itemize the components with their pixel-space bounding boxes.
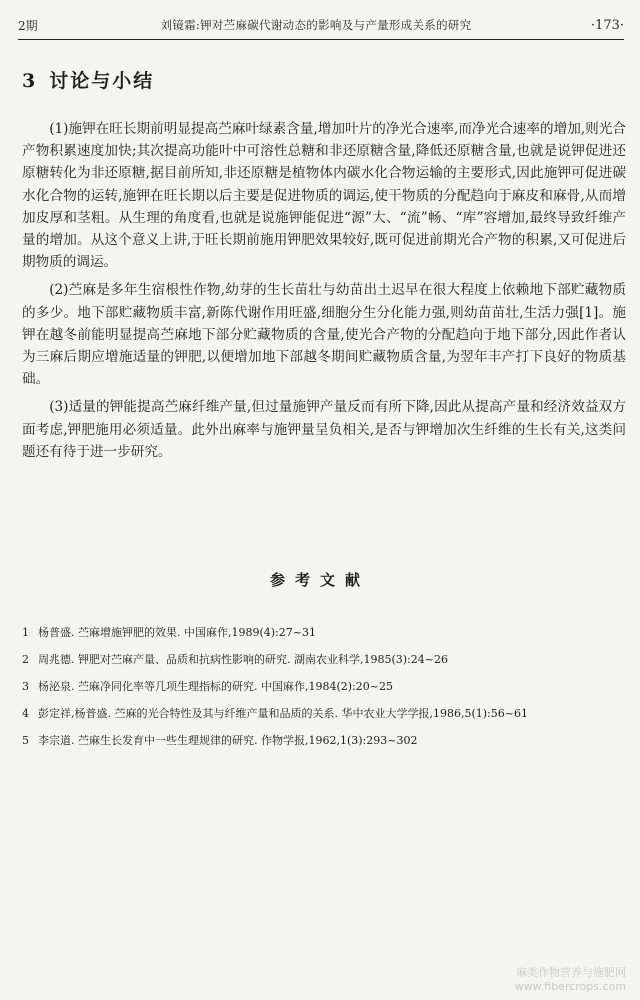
section-heading [22, 66, 154, 93]
reference-item [22, 650, 626, 669]
running-header [18, 14, 624, 36]
site-watermark [515, 966, 626, 994]
reference-number: 4 [22, 707, 29, 720]
paragraph-1: (1)施钾在旺长期前明显提高苎麻叶绿素含量,增加叶片的净光合速率,而净光合速率的增加,则光合产物积累速度加快;其次提高功能叶中可溶性总糖和非还原糖含量,降低还原糖含量,也就是说钾促进还原糖转化为非还原糖,据目前所知,非还原糖是植物体内碳水化合物运输的主要形式,因此施钾可促进碳水化合物的运转,施钾在旺长期以后主要是促进物质的调运,使干物质的分配趋向于麻皮和麻骨,从而增加皮厚和茎粗。从生理的角度看,也就是说施钾能促进“源”大、“流”畅、“库”容增加,最终导致纤维产量的增加。从这个意义上讲,于旺长期前施用钾肥效果较好,既可促进前期光合产物的积累,又可促进后期物质的调运。 [22, 121, 626, 271]
reference-text: 彭定祥,杨普盛. 苎麻的光合特性及其与纤维产量和品质的关系. 华中农业大学学报,1986,5(1):56~61 [38, 707, 528, 720]
reference-text: 杨普盛. 苎麻增施钾肥的效果. 中国麻作,1989(4):27~31 [38, 626, 316, 639]
header-rule [18, 39, 624, 40]
reference-list [22, 623, 626, 758]
page-number: ·173· [590, 17, 624, 33]
reference-item [22, 731, 626, 750]
watermark-line-2: www.fibercrops.com [514, 980, 626, 993]
section-title: 讨论与小结 [49, 70, 155, 92]
reference-number: 5 [22, 734, 29, 747]
section-number: 3 [22, 70, 38, 92]
reference-text: 李宗道. 苎麻生长发育中一些生理规律的研究. 作物学报,1962,1(3):293~302 [38, 734, 418, 747]
reference-number: 2 [22, 653, 29, 666]
running-title: 刘镜霜:钾对苎麻碳代谢动态的影响及与产量形成关系的研究 [160, 18, 472, 32]
watermark-line-1: 麻类作物营养与施肥网 [516, 966, 626, 979]
reference-text: 周兆德. 钾肥对苎麻产量、品质和抗病性影响的研究. 湖南农业科学,1985(3):24~26 [38, 653, 448, 666]
body-text [22, 118, 626, 469]
paragraph-3: (3)适量的钾能提高苎麻纤维产量,但过量施钾产量反而有所下降,因此从提高产量和经济效益双方面考虑,钾肥施用必须适量。此外出麻率与施钾量呈负相关,是否与钾增加次生纤维的生长有关,这类问题还有待于进一步研究。 [22, 399, 626, 460]
reference-number: 3 [22, 680, 29, 693]
references-heading: 参考文献 [269, 571, 370, 589]
reference-item [22, 623, 626, 642]
paragraph-2: (2)苎麻是多年生宿根性作物,幼芽的生长苗壮与幼苗出土迟早在很大程度上依赖地下部贮藏物质的多少。地下部贮藏物质丰富,新陈代谢作用旺盛,细胞分生分化能力强,则幼苗苗壮,生活力强[1]。施钾在越冬前能明显提高苎麻地下部分贮藏物质的含量,使光合产物的分配趋向于地下部分,因此作者认为三麻后期应增施适量的钾肥,以便增加地下部越冬期间贮藏物质含量,为翌年丰产打下良好的物质基础。 [22, 282, 626, 388]
reference-number: 1 [22, 626, 29, 639]
reference-item [22, 677, 626, 696]
issue-label: 2期 [18, 18, 38, 33]
reference-text: 杨泌泉. 苎麻净同化率等几项生理指标的研究. 中国麻作,1984(2):20~25 [38, 680, 393, 693]
reference-item [22, 704, 626, 723]
